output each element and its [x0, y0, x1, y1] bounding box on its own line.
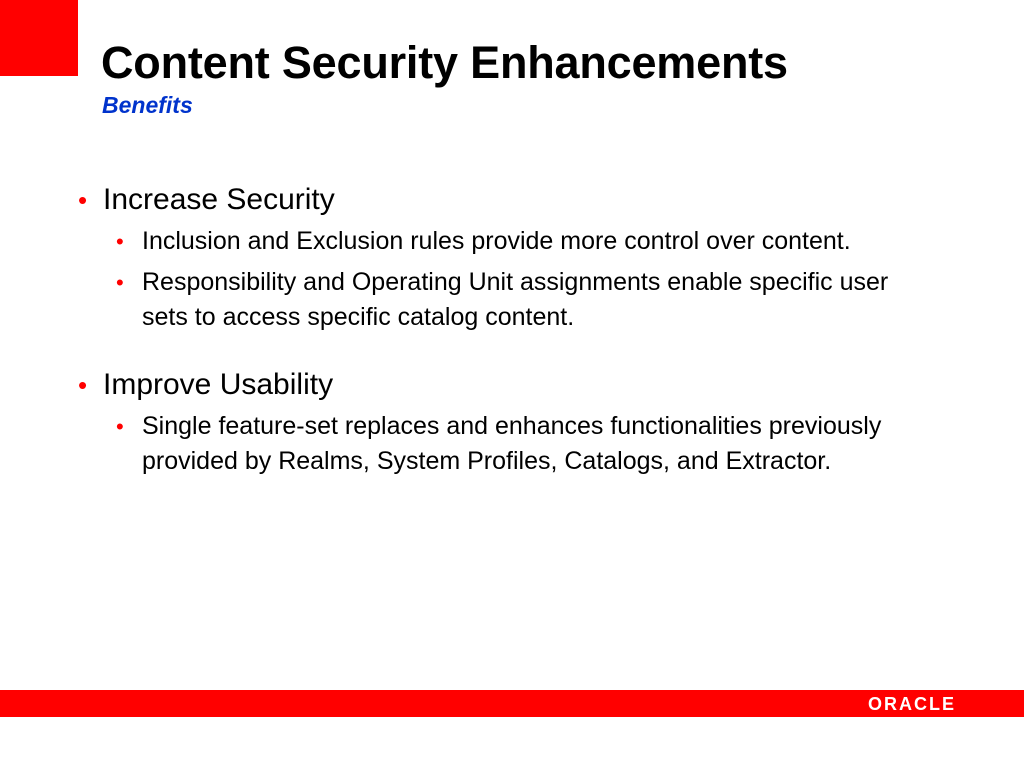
bullet-dot-icon: • [78, 370, 88, 400]
section-heading-text: Improve Usability [103, 368, 334, 401]
sub-bullet [116, 265, 898, 335]
footer-bar [0, 690, 1024, 717]
bullet-dot-icon: • [116, 414, 124, 439]
sub-bullet-list [116, 224, 898, 335]
section-increase-security [78, 180, 898, 335]
sub-bullet-text: Responsibility and Operating Unit assignments enable specific user sets to access specific catalog content. [142, 268, 889, 331]
slide-subtitle: Benefits [102, 92, 193, 118]
bullet-dot-icon: • [78, 185, 88, 215]
sub-bullet-list [116, 409, 898, 479]
sub-bullet [116, 409, 898, 479]
section-heading [78, 365, 898, 405]
section-improve-usability [78, 365, 898, 479]
corner-accent-block [0, 0, 78, 76]
bullet-dot-icon: • [116, 270, 124, 295]
bullet-dot-icon: • [116, 229, 124, 254]
section-heading-text: Increase Security [103, 183, 335, 216]
slide-title: Content Security Enhancements [101, 37, 788, 88]
sub-bullet-text: Inclusion and Exclusion rules provide more control over content. [142, 227, 851, 255]
oracle-logo: ORACLE [868, 694, 956, 714]
section-heading [78, 180, 898, 220]
bullet-content [78, 180, 898, 509]
sub-bullet-text: Single feature-set replaces and enhances functionalities previously provided by Realms, System Profiles, Catalogs, and Extractor. [142, 412, 882, 475]
sub-bullet [116, 224, 898, 259]
